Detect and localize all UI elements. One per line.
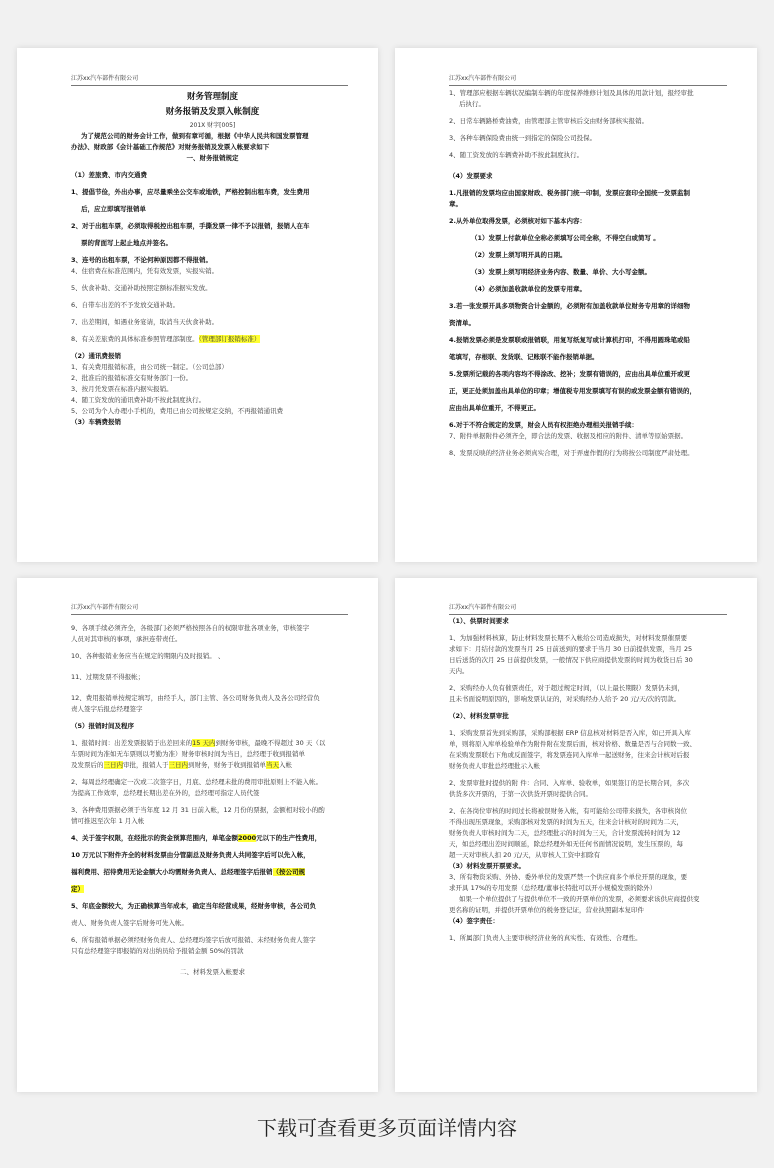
paragraph-line: 9、各项手续必须齐全，各级部门必须严格按照各自的权限审批各项业务，审核签字: [71, 624, 310, 632]
paragraph-line: 后执行。: [459, 100, 485, 108]
paragraph-line: 2、对于出租车票，必须取得税控出租车票，手撕发票一律不予以报销，报销人在车: [71, 222, 310, 230]
paragraph-line: 情可推迟至次年 1 月入帐: [71, 817, 145, 825]
intro-line: 为了规范公司的财务会计工作，做到有章可循，根据《中华人民共和国发票管理: [81, 132, 309, 140]
paragraph-line: 3、按月凭发票在标准内据实报销。: [71, 385, 173, 393]
paragraph-line: 2、采购经办人负有催票责任，对于超过规定时间，（以上最长期限）发票仍未到，: [449, 684, 684, 692]
highlighted-text: 三日内: [168, 761, 188, 769]
subsection-heading: （4）发票要求: [449, 172, 493, 180]
paragraph-line: 财务负责人审批总经理批示入帐: [449, 762, 540, 770]
paragraph-line: 笔填写，存根联、发货联、记账联不能作报销单据。: [449, 353, 599, 361]
section-heading: 一、财务报销规定: [186, 154, 239, 162]
text-span: 到财务，财务于收到报销单: [188, 761, 266, 769]
page-4-content: [449, 616, 733, 944]
text-span: 4、关于签字权限，在经批示的资金预算范围内，单笔金额: [71, 834, 239, 842]
paragraph-line: 3、连号的出租车票，不论何种原因都不得报销。: [71, 256, 213, 264]
paragraph-line: 5、年底金额较大，为正确核算当年成本，确定当年经营成果，经财务审核，各公司负: [71, 902, 317, 910]
section-heading: 二、材料发票入帐要求: [180, 968, 245, 976]
page-3-content: [71, 623, 354, 978]
list-item: （2）发票上须写明开具的日期。: [471, 251, 567, 259]
paragraph-line: 更名称的证明，并提供开票单位的税务登记证，营业执照副本复印件: [449, 906, 644, 914]
paragraph-line: 1、为加强材料核算，防止材料发票长期不入帐给公司造成损失，对材料发票催票要: [449, 634, 688, 642]
paragraph-line: 1、所属部门负责人主要审核经济业务的真实性、有效性、合理性。: [449, 934, 642, 942]
paragraph-line: 责人、财务负责人签字后财务可先入帐。: [71, 919, 188, 927]
highlighted-text: （管理部订报销标准）: [198, 335, 261, 343]
highlighted-text: 15 天内: [192, 739, 216, 747]
doc-number: 201X 财字[005]: [189, 122, 236, 129]
subsection-heading: （3）车辆费报销: [71, 418, 122, 426]
paragraph-line: 天内。: [449, 667, 469, 675]
paragraph-line: 日后送货的次月 25 日前提供发票，一般情况下供应商提供发票的时间为收货日后 30: [449, 656, 693, 664]
highlighted-text: 2000: [238, 834, 257, 842]
document-page-4: [395, 578, 757, 1092]
highlighted-text: 三日内: [103, 761, 123, 769]
paragraph-line: 应由出具单位重开，不得更正。: [449, 404, 540, 412]
doc-title: 财务管理制度: [186, 92, 238, 102]
list-item: （3）发票上须写明经济业务内容、数量、单价、大小写金额。: [471, 268, 652, 276]
paragraph-line: 求开具 17%的专用发票（总经理/董事长特批可以开小规模发票的除外）: [449, 884, 657, 892]
paragraph-line: 2、发票审批时提供的附 件：合同、入库单、验收单，如果签订的是长期合同，多次: [449, 779, 690, 787]
paragraph-line: 4、随工资发放的车辆费补助不按此制度执行。: [449, 151, 584, 159]
download-more-link[interactable]: 下载可查看更多页面详情内容: [257, 1116, 517, 1140]
text-span: 8、有关差旅费的具体标准参照管理部制度。: [71, 335, 199, 343]
paragraph-line: 3、所有物资采购、外协、委外单位的发票严禁一个供应商多个单位开票的现象，要: [449, 873, 688, 881]
paragraph-line: 财务负责人审核时间为二天，总经理批示的时间为三天，合计发票流转时间为 12: [449, 829, 681, 837]
subsection-heading: （4）签字责任：: [449, 917, 500, 925]
paragraph-line: 不得出现压票现象，采购部核对发票的时间为五天，往来会计核对的时间为二天，: [449, 818, 683, 826]
paragraph-line: 5、公司为个人办理小手机的，费用已由公司按规定交纳，不再报销通讯费: [71, 407, 284, 415]
paragraph-line: 且未书面说明原因的，影响发票认证的，对采购经办人给予 20 元/天/次的罚款。: [449, 695, 681, 703]
paragraph-line: 2、每周总经理确定一次或二次签字日，月底、总经理未批的费用审批原则上不能入帐。: [71, 778, 323, 786]
paragraph-line: 车票时间为准如无车票则以考勤为准）财务审核时间为当日，总经理于收到报销单: [71, 750, 305, 758]
page-2-content: [449, 88, 733, 459]
subsection-heading: （2）、材料发票审批: [449, 712, 509, 720]
highlighted-text: 当天: [266, 761, 279, 769]
highlighted-text: （按公司规: [272, 868, 305, 876]
paragraph-line: [71, 867, 354, 878]
paragraph-line: 后，应立即填写报销单: [81, 205, 146, 213]
paragraph-line: 1.凡报销的发票均应由国家财政、税务部门统一印制，发票应套印全国统一发票监制: [449, 189, 690, 197]
paragraph-line: 2.从外单位取得发票，必须核对如下基本内容：: [449, 217, 586, 225]
text-span: 到财务审核，最晚不得超过 30 天（以: [215, 739, 326, 747]
paragraph-line: 人员对其审核的事项，承担连带责任。: [71, 635, 182, 643]
paragraph-line: 超一天对审核人扣 20 元/天，从审核人工资中扣除有: [449, 851, 601, 859]
document-page-2: [395, 48, 757, 562]
paragraph-line: 在采购发票联右下角或反面签字，将发票连同入库单一起送财务，往来会计核对后报: [449, 751, 690, 759]
paragraph-line: 供货多次开票的，于第一次供货开票时提供合同。: [449, 790, 592, 798]
paragraph-line: 1、有关费用报销标准，由公司统一制定。（公司总部）: [71, 363, 228, 371]
paragraph-line: 10 万元以下附件齐全的材料发票由分管副总及财务负责人共同签字后可以先入帐，: [71, 851, 310, 859]
paragraph-line: 票的背面写上起止地点并签名。: [81, 239, 172, 247]
paragraph-line: 6、所有报销单据必须经财务负责人、总经理均签字后放可报销、未经财务负责人签字: [71, 936, 316, 944]
paragraph-line: 1、采购发票首先到采购部，采购部根据 ERP 信息核对材料是否入库，如已开具入库: [449, 729, 691, 737]
paragraph-line: 2、批准后的报销标准交有财务部门一份。: [71, 374, 193, 382]
company-header: 江苏xx汽车部件有限公司: [71, 604, 348, 615]
text-span: 及发票后的: [71, 761, 104, 769]
paragraph-line: [71, 884, 354, 895]
doc-subtitle: 财务报销及发票入帐制度: [165, 107, 260, 117]
subsection-heading: （2）通讯费报销: [71, 352, 122, 360]
paragraph-line: [71, 760, 354, 771]
paragraph-line: 4、随工资发放的通讯费补助不按此制度执行。: [71, 396, 206, 404]
paragraph-line: 8、发票反映的经济业务必须真实合理，对于弄虚作假的行为将按公司制度严肃处理。: [449, 449, 694, 457]
paragraph-line: 3、各种费用票据必须于当年度 12 月 31 日前入帐，12 月份的票据，金额相对较小的酌: [71, 806, 325, 814]
text-span: 审批，报销人于: [123, 761, 169, 769]
paragraph-line: 1、提倡节俭，外出办事，应尽量乘坐公交车或地铁，严格控制出租车费，发生费用: [71, 188, 310, 196]
paragraph-line: 5.发票所记载的各项内容均不得涂改、挖补；发票有错误的，应由出具单位重开或更: [449, 370, 690, 378]
paragraph-line: 7、出差期间，如遇业务宴请，取消当天伙食补助。: [71, 318, 219, 326]
paragraph-line: 如果一个单位提供了与提供单位不一致的开票单位的发票，必须要求该供应商提供变: [459, 895, 700, 903]
paragraph-line: 6、自带车出差的不予发放交通补助。: [71, 301, 180, 309]
paragraph-line: 2、在各岗位审核的时间过长将被误财务入帐，有可能给公司带来损失，各审核岗位: [449, 807, 688, 815]
company-header: 江苏xx汽车部件有限公司: [449, 604, 727, 615]
subsection-heading: （1）、供票时间要求: [449, 617, 509, 625]
subsection-heading: （5）报销时间及程序: [71, 722, 135, 730]
paragraph-line: 7、附件单据附件必须齐全，即合法的发票、收据及相应的附件、清单等原始票据。: [449, 432, 688, 440]
paragraph-line: 4.报销发票必须是发票联或报销联，用复写纸复写或计算机打印，不得用圆珠笔或铅: [449, 336, 690, 344]
company-header: 江苏xx汽车部件有限公司: [71, 75, 348, 86]
paragraph-line: 1、管理部应根据车辆状况编制车辆的年度保养维修计划及具体的用款计划，报经审批: [449, 89, 694, 97]
paragraph-line: 10、各种报销业务应当在规定的期限内及时报销。 、: [71, 652, 225, 660]
paragraph-line: 章。: [449, 200, 462, 208]
paragraph-line: 为提高工作效率，总经理长期出差在外的，总经理可指定人员代签: [71, 789, 260, 797]
paragraph-line: 4、住宿费在标准范围内，凭有效发票，实报实销。: [71, 267, 219, 275]
paragraph-line: 2、日常车辆路桥费油费，由管理部主管审核后交由财务部核实报销。: [449, 117, 649, 125]
paragraph-line: 正，更正处须加盖出具单位的印章；增值税专用发票填写有误的或发票金额有错误的，: [449, 387, 696, 395]
highlighted-text: 定）: [71, 885, 84, 893]
list-item: （1）发票上付款单位全称必须填写公司全称，不得空白或简写 。: [471, 234, 660, 242]
page-1-content: [71, 90, 354, 428]
paragraph-line: [71, 738, 354, 749]
list-item: （4）必须加盖收款单位的发票专用章。: [471, 285, 587, 293]
paragraph-line: 6.对于不符合规定的发票，财会人员有权拒绝办理相关报销手续：: [449, 421, 638, 429]
company-header: 江苏xx汽车部件有限公司: [449, 75, 727, 86]
subsection-heading: （3）材料发票开票要求。: [449, 862, 526, 870]
paragraph-line: 资清单。: [449, 319, 475, 327]
paragraph-line: 11、过期发票不得报帐；: [71, 673, 145, 681]
text-span: 入帐: [279, 761, 292, 769]
paragraph-line: 单，则将原入库单检验单作为附件附在发票后面，核对价格、数量是否与合同数一致、: [449, 740, 696, 748]
paragraph-line: 责人签字后报总经理签字: [71, 705, 143, 713]
subsection-heading: （1）差旅费、市内交通费: [71, 171, 148, 179]
paragraph-line: 求如下：月结付款的发票当月 25 日前送到的要求于当月 30 日前提供发票，当月 25: [449, 645, 693, 653]
paragraph-line: [71, 334, 354, 345]
paragraph-line: 12、费用报销单按规定填写，由经手人，部门主管、各公司财务负责人及各公司经营负: [71, 694, 320, 702]
text-span: 元以下的生产性费用，: [256, 834, 322, 842]
paragraph-line: 5、伙食补助、交通补助按照定额标准据实发放。: [71, 284, 212, 292]
document-page-3: [17, 578, 378, 1092]
paragraph-line: 只有总经理签字即报销的对出纳员给予报销金额 50%的罚款: [71, 947, 244, 955]
text-span: 福利费用、招待费用无论金额大小均需财务负责人、总经理签字后报销: [71, 868, 273, 876]
text-span: 1、报销时间：出差发票报销于出差回来的: [71, 739, 193, 747]
paragraph-line: 3.若一张发票开具多项物资合计金额的，必须附有加盖收款单位财务专用章的详细物: [449, 302, 690, 310]
intro-line: 办法》、财政部《会计基础工作规范》对财务报销及发票入帐要求如下: [71, 143, 270, 151]
paragraph-line: 天，如总经理出差时间顺延，除总经理外如无任何书面情况说明，发生压票的，每: [449, 840, 683, 848]
paragraph-line: [71, 833, 354, 844]
document-page-1: [17, 48, 378, 562]
paragraph-line: 3、各种车辆保险费由统一到指定的保险公司投保。: [449, 134, 597, 142]
